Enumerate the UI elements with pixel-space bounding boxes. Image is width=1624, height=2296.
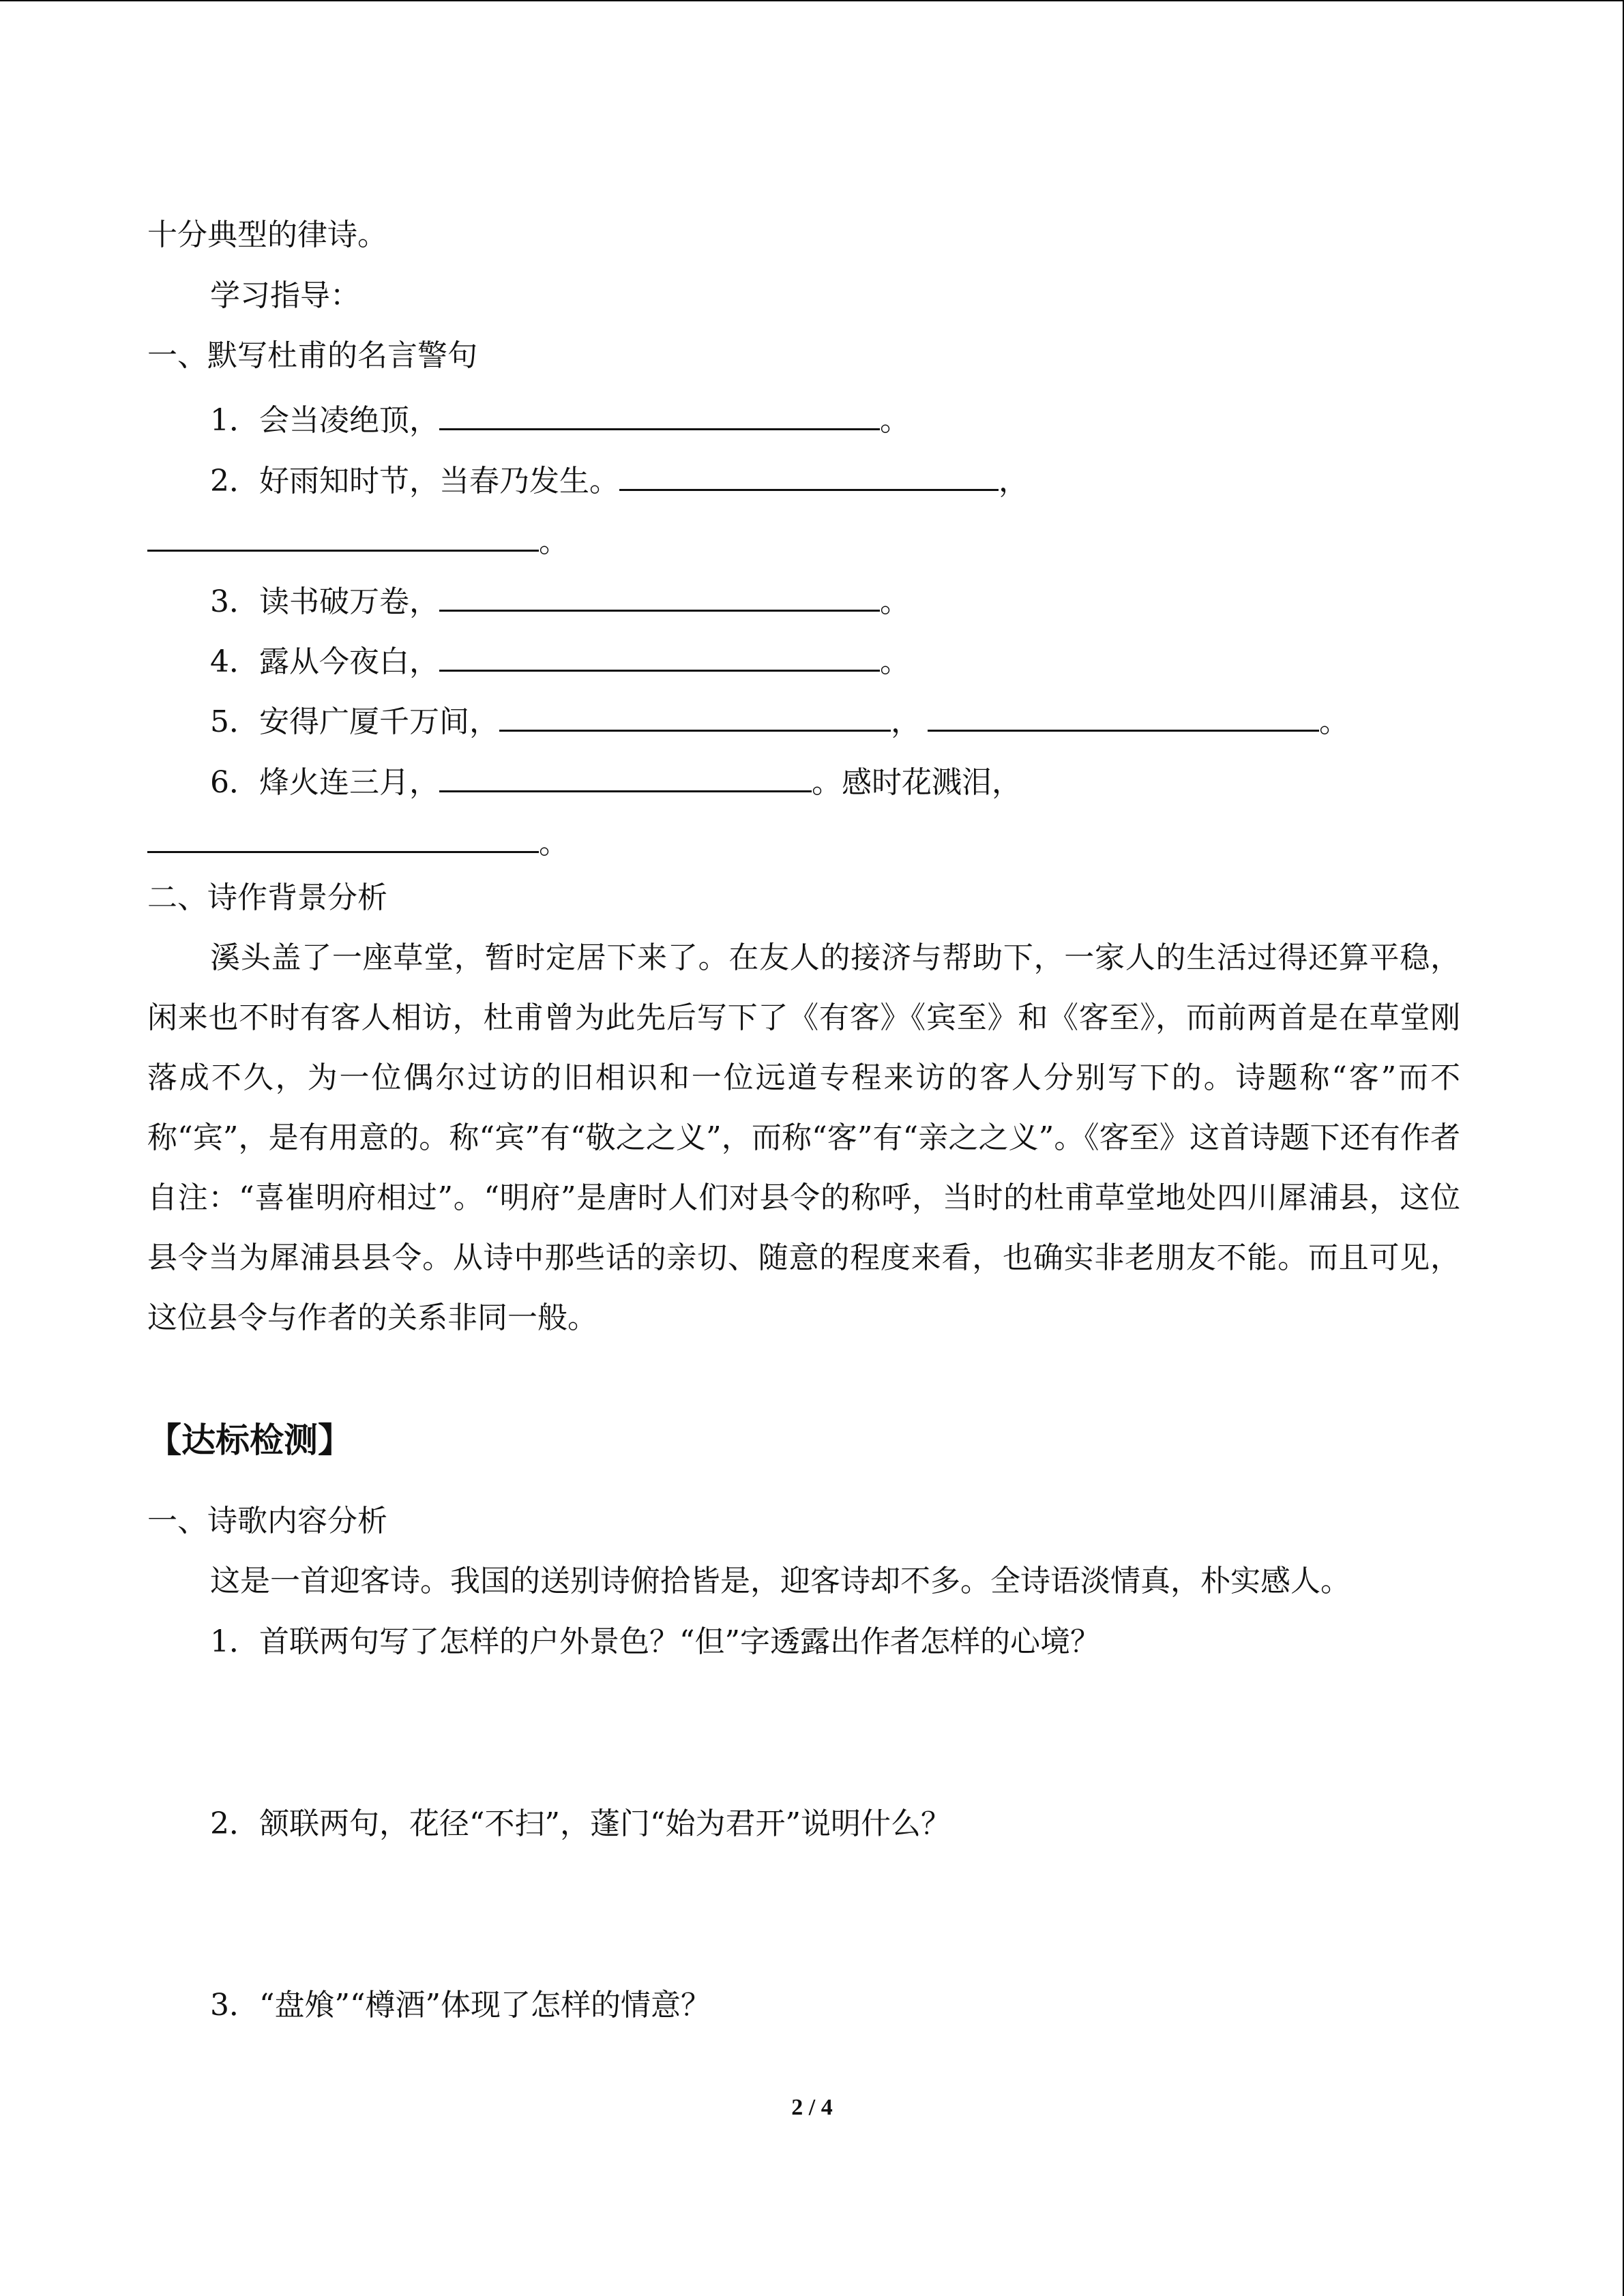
answer-blank[interactable]	[928, 697, 1319, 732]
fill-item-3: 3．读书破万卷， 。	[210, 577, 910, 623]
question-1: 1．首联两句写了怎样的户外景色？“但”字透露出作者怎样的心境？	[210, 1624, 1100, 1659]
answer-blank[interactable]	[147, 517, 539, 552]
answer-blank[interactable]	[147, 818, 539, 853]
fill-item-2-continued: 。	[147, 517, 569, 563]
study-guide-label: 学习指导：	[210, 278, 360, 313]
page-number: 2 / 4	[791, 2095, 833, 2120]
fill-item-5: 5．安得广厦千万间， ， 。	[210, 697, 1349, 743]
answer-blank[interactable]	[439, 758, 812, 792]
answer-blank[interactable]	[439, 396, 880, 430]
question-2: 2．颔联两句，花径“不扫”，蓬门“始为君开”说明什么？	[210, 1806, 951, 1841]
section2-title: 二、诗作背景分析	[147, 880, 387, 915]
fill-item-4: 4．露从今夜白， 。	[210, 637, 910, 683]
answer-blank[interactable]	[439, 637, 880, 672]
section1-title: 一、默写杜甫的名言警句	[147, 338, 477, 373]
question-3: 3．“盘飧”“樽酒”体现了怎样的情意？	[210, 1988, 711, 2023]
intro-tail: 十分典型的律诗。	[147, 218, 387, 252]
answer-blank[interactable]	[439, 577, 880, 612]
background-paragraph: 溪头盖了一座草堂，暂时定居下来了。在友人的接济与帮助下，一家人的生活过得还算平稳，闲来也不时有客人相访，杜甫曾为此先后写下了《有客》《宾至》和《客至》，而前两首是在草堂刚落成不久，为一位偶尔过访的旧相识和一位远道专程来访的客人分别写下的。诗题称“客”而不称“宾”，是有用意的。称“宾”有“敬之之义”，而称“客”有“亲之之义”。《客至》这首诗题下还有作者自注：“喜崔明府相过”。“明府”是唐时人们对县令的称呼，当时的杜甫草堂地处四川犀浦县，这位县令当为犀浦县县令。从诗中那些话的亲切、随意的程度来看，也确实非老朋友不能。而且可见，这位县令与作者的关系非同一般。	[147, 940, 1460, 1335]
fill-item-1: 1．会当凌绝顶， 。	[210, 396, 910, 441]
check-heading: 【达标检测】	[147, 1420, 352, 1460]
section3-intro: 这是一首迎客诗。我国的送别诗俯拾皆是，迎客诗却不多。全诗语淡情真，朴实感人。	[210, 1564, 1350, 1598]
answer-blank[interactable]	[499, 697, 891, 732]
fill-item-6: 6．烽火连三月， 。感时花溅泪，	[210, 758, 1022, 803]
fill-item-2: 2．好雨知时节，当春乃发生。 ，	[210, 456, 1029, 502]
fill-item-6-continued: 。	[147, 818, 569, 864]
section3-title: 一、诗歌内容分析	[147, 1504, 387, 1538]
answer-blank[interactable]	[619, 456, 999, 491]
